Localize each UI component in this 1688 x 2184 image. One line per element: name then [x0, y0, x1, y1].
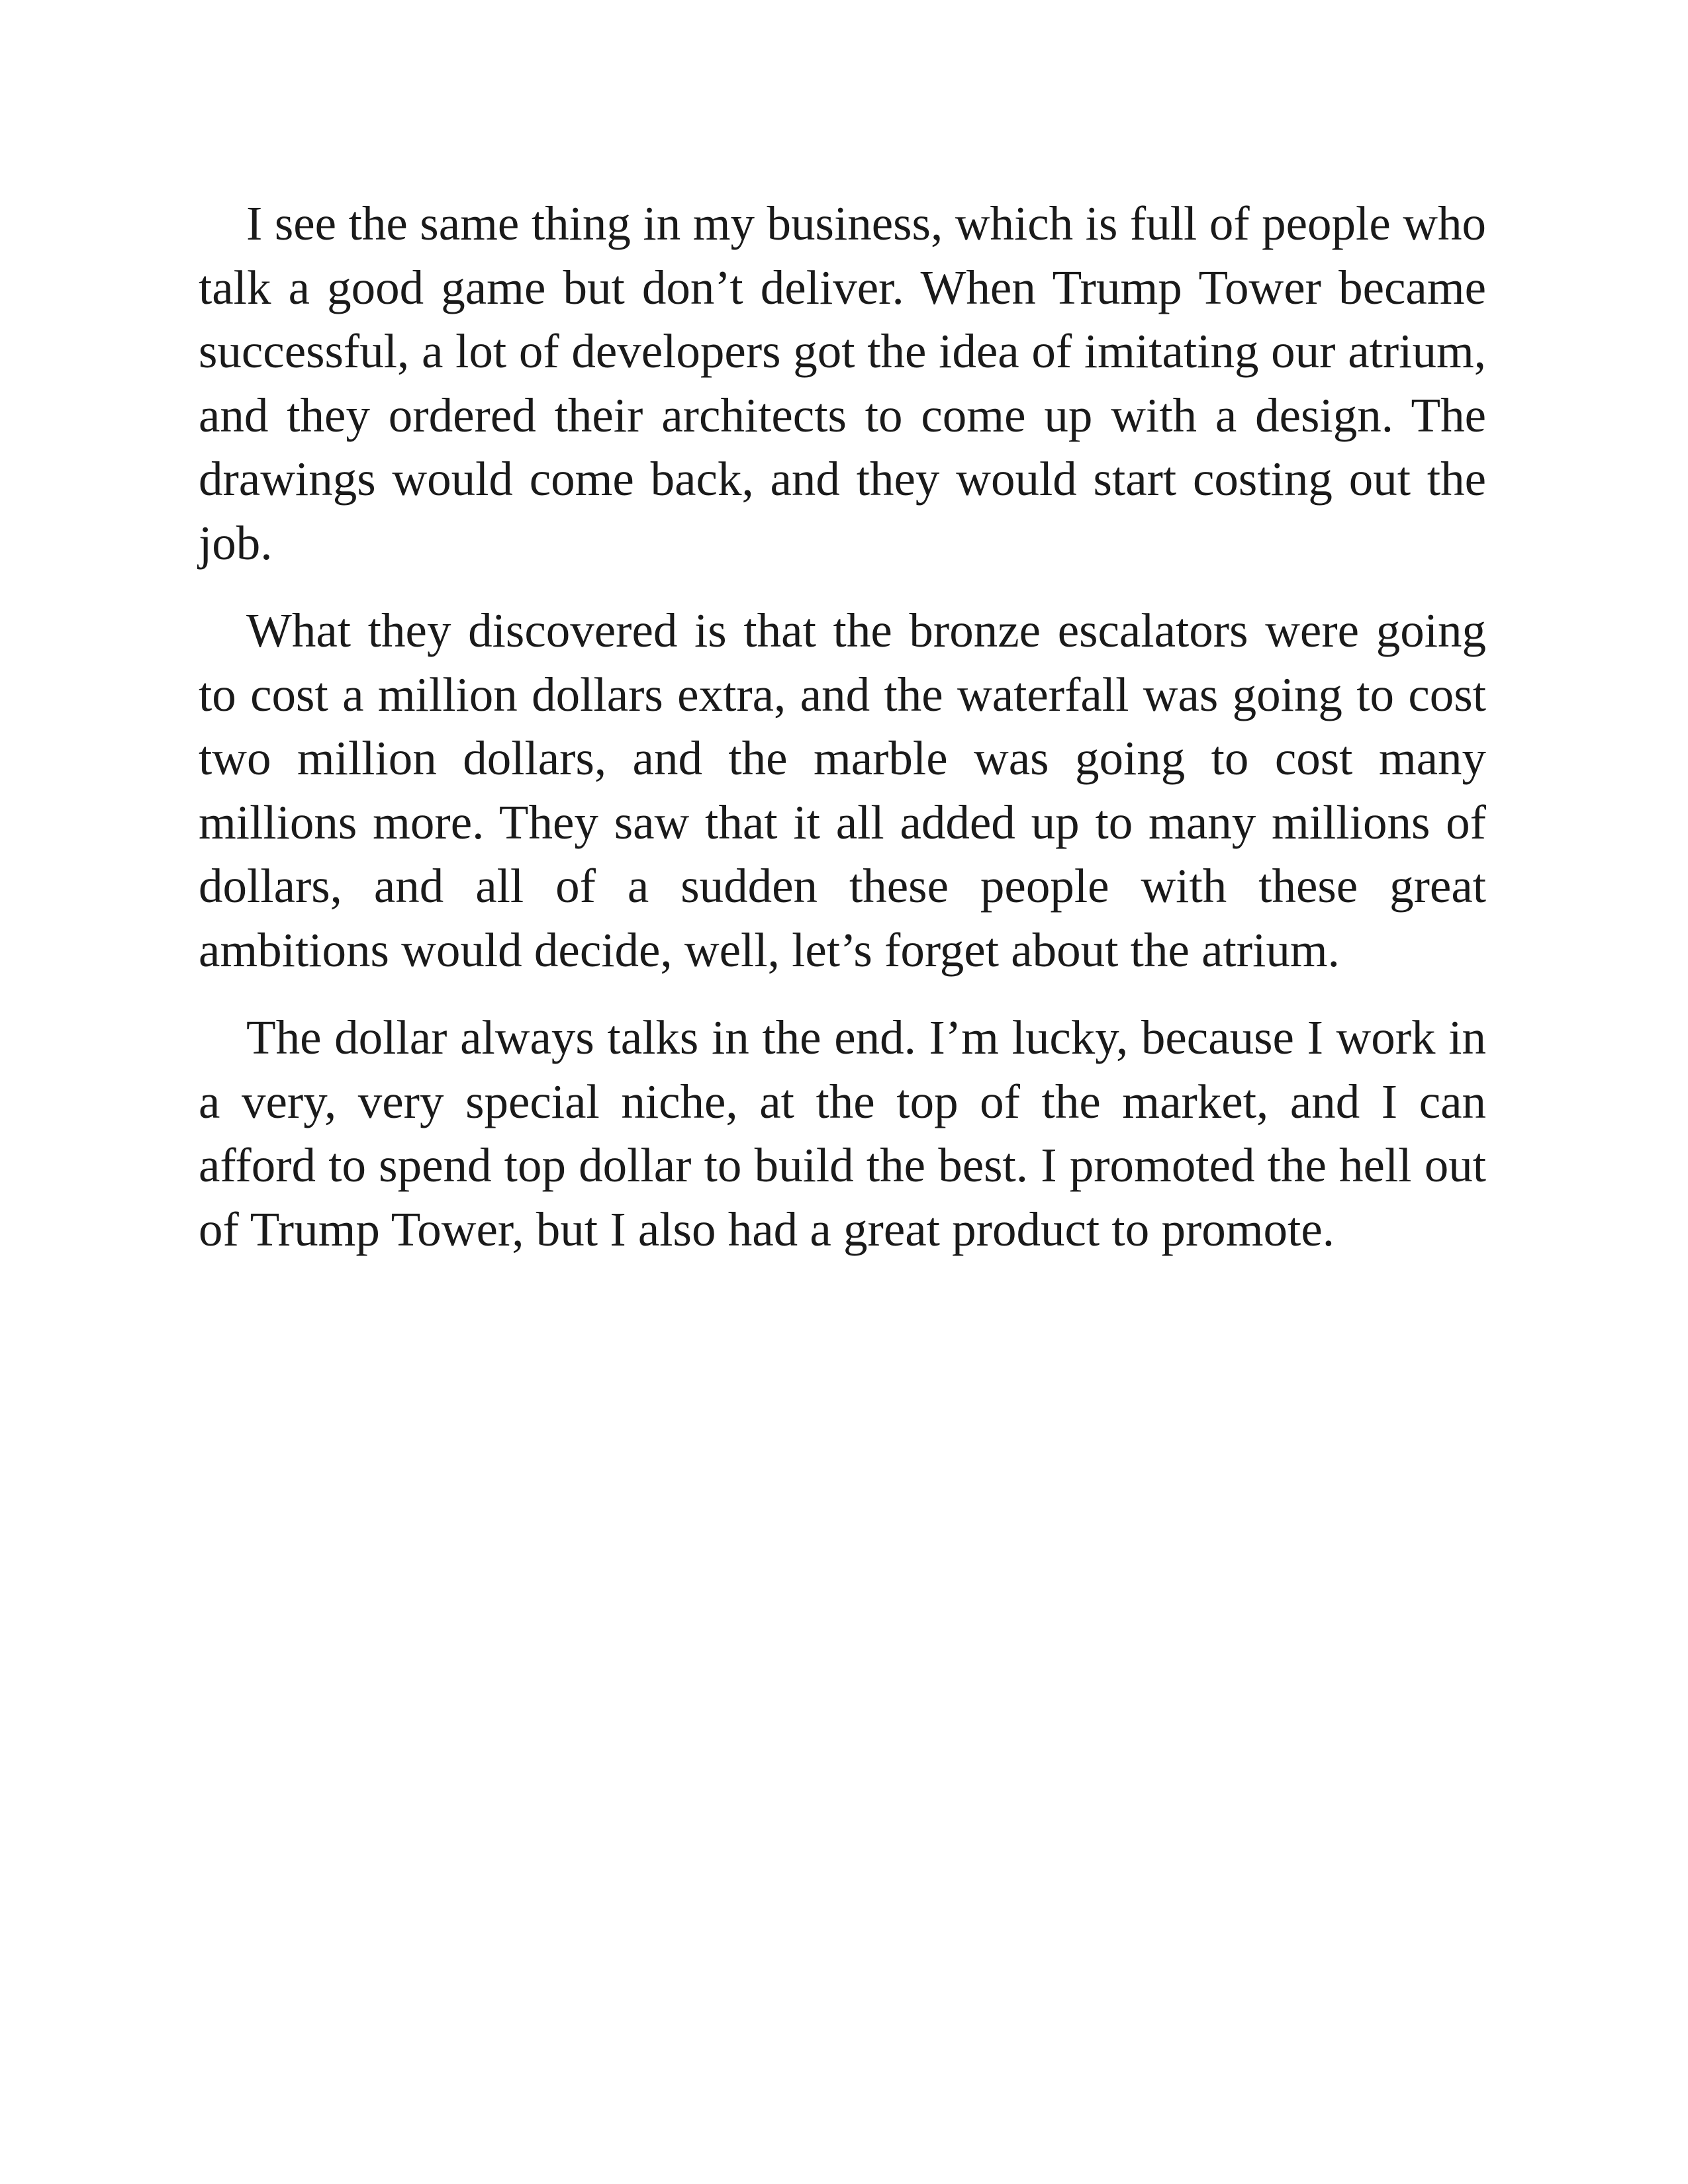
- paragraph-3: The dollar always talks in the end. I’m lucky, because I work in a very, very special niche, at the top of the market, and I can afford to spend top dollar to build the best. I promoted the hell out of Trump Tower, but I also had a great product to promote.: [199, 1011, 1486, 1256]
- body-text: [199, 192, 1486, 1261]
- paragraph-2: What they discovered is that the bronze escalators were going to cost a million dollars extra, and the waterfall was going to cost two million dollars, and the marble was going to cost many millions more. They saw that it all added up to many millions of dollars, and all of a sudden these people with these great ambitions would decide, well, let’s forget about the atrium.: [199, 604, 1486, 977]
- paragraph-1: I see the same thing in my business, which is full of people who talk a good game but don’t deliver. When Trump Tower became successful, a lot of developers got the idea of imitating our atrium, and they ordered their architects to come up with a design. The drawings would come back, and they would start costing out the job.: [199, 197, 1486, 570]
